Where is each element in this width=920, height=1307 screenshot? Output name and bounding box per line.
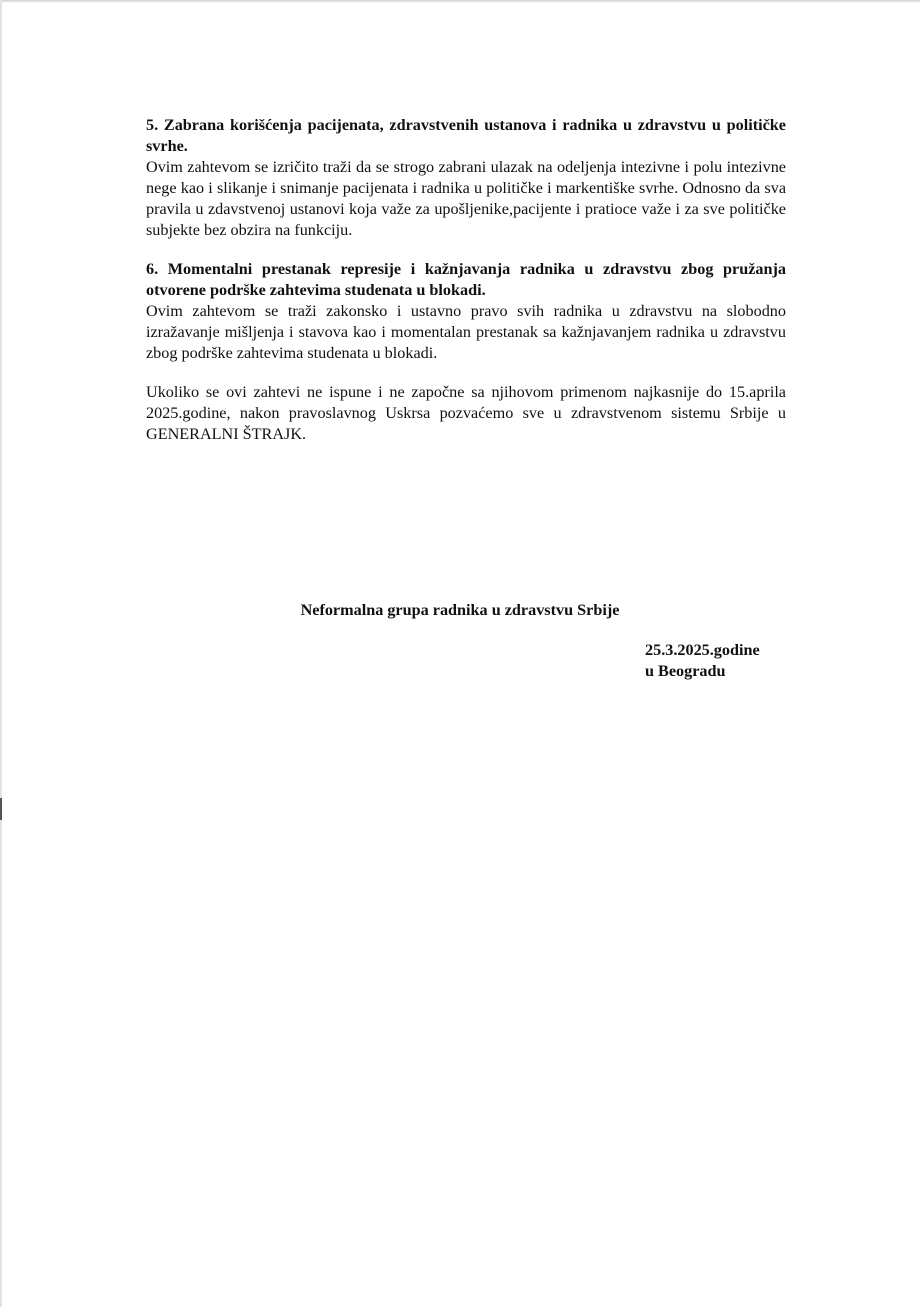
page-top-edge — [0, 0, 920, 3]
demand-heading-6: 6. Momentalni prestanak represije i kažnjavanja radnika u zdravstvu zbog pružanja otvorene podrške zahtevima studenata u blokadi. — [146, 260, 786, 299]
demand-section-6 — [146, 259, 786, 364]
date-line: 25.3.2025.godine — [645, 641, 760, 659]
demand-section-5 — [146, 115, 786, 241]
document-body — [146, 115, 786, 445]
scan-mark — [0, 798, 2, 820]
demand-heading-5: 5. Zabrana korišćenja pacijenata, zdravstvenih ustanova i radnika u zdravstvu u političke svrhe. — [146, 116, 786, 155]
page-left-edge — [0, 0, 2, 1307]
date-place-block — [645, 640, 760, 682]
place-line: u Beogradu — [645, 662, 726, 680]
demand-text-6: Ovim zahtevom se traži zakonsko i ustavno pravo svih radnika u zdravstvu na slobodno izražavanje mišljenja i stavova kao i momentalan prestanak sa kažnjavanjem radnika u zdravstvu zbog podrške zahtevima studenata u blokadi. — [146, 302, 786, 362]
closing-paragraph: Ukoliko se ovi zahtevi ne ispune i ne započne sa njihovom primenom najkasnije do 15.aprila 2025.godine, nakon pravoslavnog Uskrsa pozvaćemo sve u zdravstvenom sistemu Srbije u GENERALNI ŠTRAJK. — [146, 383, 786, 443]
demand-text-5: Ovim zahtevom se izričito traži da se strogo zabrani ulazak na odeljenja intezivne i polu intezivne nege kao i slikanje i snimanje pacijenata i radnika u političke i markentiške svrhe. Odnosno da sva pravila u zdavstvenoj ustanovi koja važe za upošljenike,pacijente i pratioce važe i za sve političke subjekte bez obzira na funkciju. — [146, 158, 786, 239]
signature-line: Neformalna grupa radnika u zdravstvu Srbije — [300, 601, 620, 619]
